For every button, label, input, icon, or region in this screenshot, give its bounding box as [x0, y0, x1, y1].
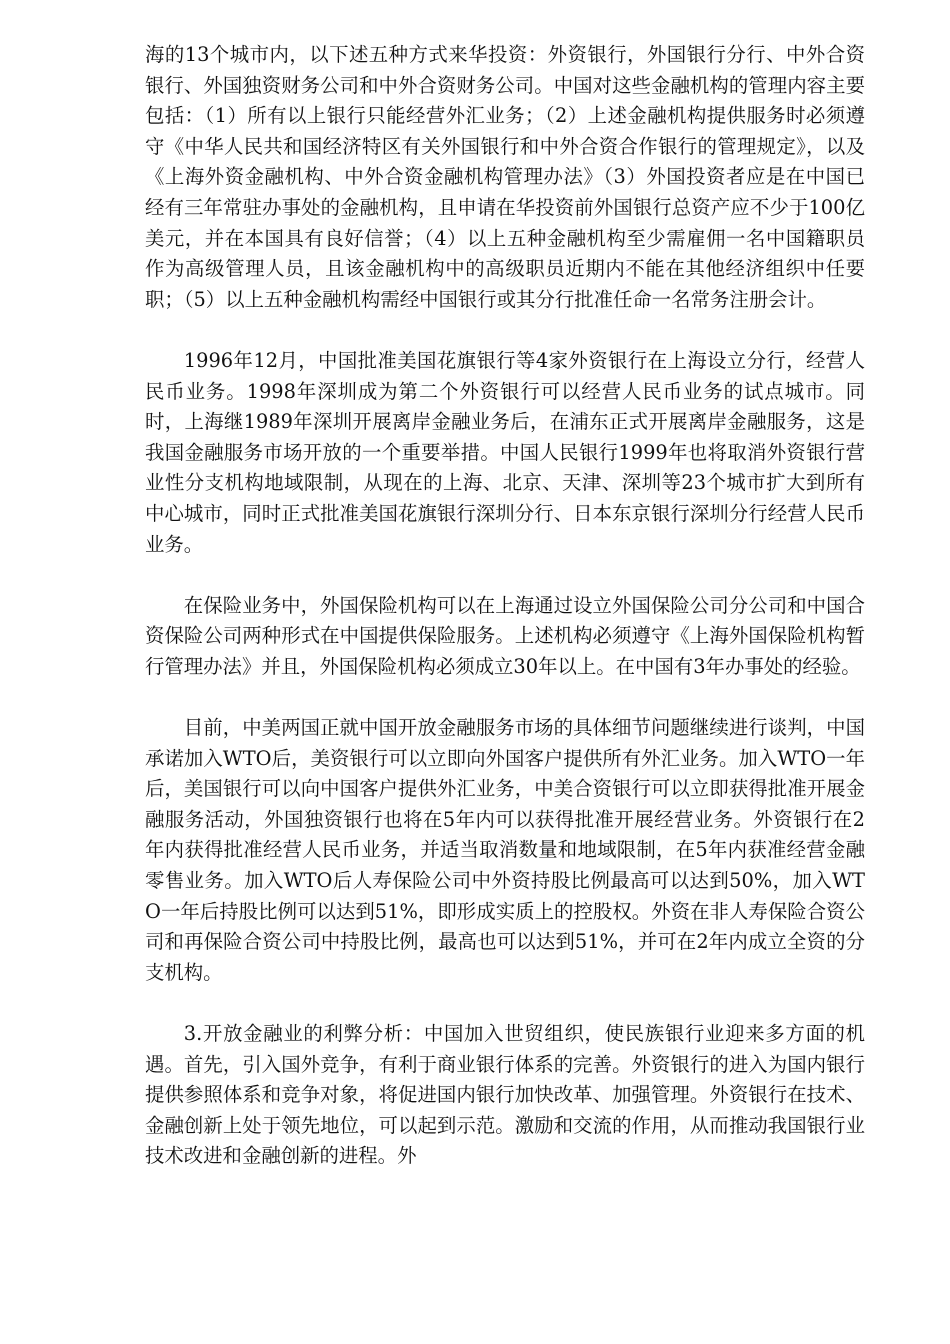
paragraph-wto-negotiations: 目前，中美两国正就中国开放金融服务市场的具体细节问题继续进行谈判，中国承诺加入WTO后，美资银行可以立即向外国客户提供所有外汇业务。加入WTO一年后，美国银行可以向中国客户提供外汇业务，中美合资银行可以立即获得批准开展金融服务活动，外国独资银行也将在5年内可以获得批准开展经营业务。外资银行在2年内获得批准经营人民币业务，并适当取消数量和地域限制，在5年内获准经营金融零售业务。加入WTO后人寿保险公司中外资持股比例最高可以达到50%，加入WTO一年后持股比例可以达到51%，即形成实质上的控股权。外资在非人寿保险合资公司和再保险合资公司中持股比例，最高也可以达到51%，并可在2年内成立全资的分支机构。: [145, 716, 865, 984]
paragraph-foreign-bank-regulations: 海的13个城市内，以下述五种方式来华投资：外资银行，外国银行分行、中外合资银行、外国独资财务公司和中外合资财务公司。中国对这些金融机构的管理内容主要包括：（1）所有以上银行只能经营外汇业务；（2）上述金融机构提供服务时必须遵守《中华人民共和国经济特区有关外国银行和中外合资合作银行的管理规定》，以及《上海外资金融机构、中外合资金融机构管理办法》（3）外国投资者应是在中国已经有三年常驻办事处的金融机构，且申请在华投资前外国银行总资产应不少于100亿美元，并在本国具有良好信誉；（4）以上五种金融机构至少需雇佣一名中国籍职员作为高级管理人员，且该金融机构中的高级职员近期内不能在其他经济组织中任要职；（5）以上五种金融机构需经中国银行或其分行批准任命一名常务注册会计。: [145, 43, 865, 311]
paragraph-rmb-business-1996: 1996年12月，中国批准美国花旗银行等4家外资银行在上海设立分行，经营人民币业务。1998年深圳成为第二个外资银行可以经营人民币业务的试点城市。同时，上海继1989年深圳开展离岸金融业务后，在浦东正式开展离岸金融服务，这是我国金融服务市场开放的一个重要举措。中国人民银行1999年也将取消外资银行营业性分支机构地域限制，从现在的上海、北京、天津、深圳等23个城市扩大到所有中心城市，同时正式批准美国花旗银行深圳分行、日本东京银行深圳分行经营人民币业务。: [145, 348, 865, 556]
paragraph-spacer: [145, 560, 865, 591]
paragraph-spacer: [145, 988, 865, 1019]
document-body: [145, 40, 865, 1172]
paragraph-insurance-business: 在保险业务中，外国保险机构可以在上海通过设立外国保险公司分公司和中国合资保险公司两种形式在中国提供保险服务。上述机构必须遵守《上海外国保险机构暂行管理办法》并且，外国保险机构必须成立30年以上。在中国有3年办事处的经验。: [145, 593, 865, 678]
paragraph-spacer: [145, 682, 865, 713]
paragraph-spacer: [145, 315, 865, 346]
paragraph-pros-cons-analysis: 3.开放金融业的利弊分析：中国加入世贸组织，使民族银行业迎来多方面的机遇。首先，引入国外竞争，有利于商业银行体系的完善。外资银行的进入为国内银行提供参照体系和竞争对象，将促进国内银行加快改革、加强管理。外资银行在技术、金融创新上处于领先地位，可以起到示范。激励和交流的作用，从而推动我国银行业技术改进和金融创新的进程。外: [145, 1022, 865, 1168]
